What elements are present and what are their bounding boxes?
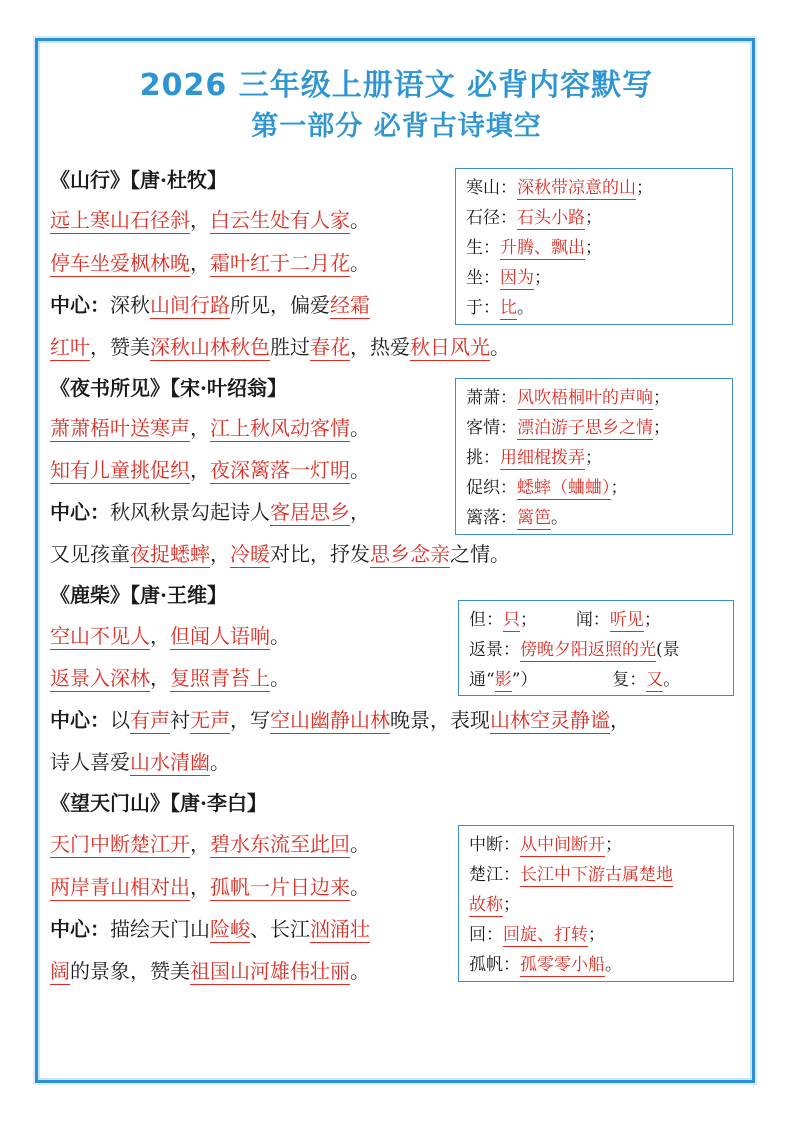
poem-title: 《山行》【唐·杜牧】 bbox=[50, 168, 227, 192]
note-box bbox=[455, 168, 733, 325]
answer: 思乡念亲 bbox=[370, 542, 450, 566]
note-meaning: 用细棍拨弄 bbox=[500, 448, 585, 468]
punct: 。 bbox=[270, 624, 290, 648]
note-row bbox=[469, 890, 723, 920]
answer: 两岸青山相对出 bbox=[50, 875, 190, 899]
center-text: ， bbox=[610, 708, 630, 732]
note-meaning: 只 bbox=[503, 610, 520, 630]
note-term: 回： bbox=[469, 925, 503, 945]
note-row bbox=[469, 950, 723, 980]
punct: 。 bbox=[350, 416, 370, 440]
note-meaning: 深秋带凉意的山 bbox=[517, 178, 636, 198]
center-line bbox=[50, 497, 370, 527]
answer: 但闻人语响 bbox=[170, 624, 270, 648]
note-row bbox=[469, 860, 723, 890]
note-term: 于： bbox=[466, 298, 500, 318]
punct: 。 bbox=[350, 458, 370, 482]
note-meaning: 石头小路 bbox=[517, 208, 585, 228]
punct: 。 bbox=[350, 875, 370, 899]
center-text: ， bbox=[210, 542, 230, 566]
note-meaning: 从中间断开 bbox=[520, 835, 605, 855]
center-text: 诗人喜爱 bbox=[50, 750, 130, 774]
note-row bbox=[469, 635, 723, 665]
center-text: ，赞美 bbox=[90, 335, 150, 359]
note-term: 寒山： bbox=[466, 178, 517, 198]
answer: 天门中断楚江开 bbox=[50, 832, 190, 856]
punct: ， bbox=[190, 458, 210, 482]
note-meaning: 傍晚夕阳返照的光 bbox=[520, 640, 656, 660]
center-label: 中心： bbox=[50, 500, 110, 524]
note-meaning: 比 bbox=[500, 298, 517, 318]
poem-title: 《夜书所见》【宋·叶绍翁】 bbox=[50, 376, 287, 400]
answer: 有声 bbox=[130, 708, 170, 732]
note-term: 客情： bbox=[466, 418, 517, 438]
answer: 山间行路 bbox=[150, 293, 230, 317]
note-term: 萧萧： bbox=[466, 388, 517, 408]
note-row bbox=[466, 203, 722, 233]
answer: 返景入深林 bbox=[50, 666, 150, 690]
punct: ； bbox=[643, 610, 661, 630]
note-row bbox=[466, 443, 722, 473]
note-row bbox=[469, 665, 723, 695]
answer: 复照青苔上 bbox=[170, 666, 270, 690]
center-text: 晚景，表现 bbox=[390, 708, 490, 732]
center-line bbox=[50, 705, 630, 735]
punct: ， bbox=[190, 416, 210, 440]
note-row bbox=[466, 233, 722, 263]
answer: 萧萧梧叶送寒声 bbox=[50, 416, 190, 440]
center-text: 胜过 bbox=[270, 335, 310, 359]
punct: 。 bbox=[517, 298, 534, 318]
answer: 碧水东流至此回 bbox=[210, 832, 350, 856]
center-line bbox=[50, 956, 370, 986]
center-text: 又见孩童 bbox=[50, 542, 130, 566]
punct: ； bbox=[585, 448, 602, 468]
note-row bbox=[466, 503, 722, 533]
note-box bbox=[455, 378, 733, 535]
punct: ， bbox=[190, 251, 210, 275]
note-box bbox=[458, 600, 734, 696]
note-text: 通“ bbox=[469, 670, 495, 690]
note-row bbox=[469, 605, 723, 635]
center-label: 中心： bbox=[50, 293, 110, 317]
punct: ； bbox=[610, 478, 628, 498]
answer: 冷暖 bbox=[230, 542, 270, 566]
note-meaning: 蟋蟀（蛐蛐） bbox=[517, 478, 611, 498]
answer: 知有儿童挑促织 bbox=[50, 458, 190, 482]
answer: 霜叶红于二月花 bbox=[210, 251, 350, 275]
note-term: 孤帆： bbox=[469, 955, 520, 975]
note-term: 复： bbox=[612, 670, 647, 690]
answer: 夜深篱落一灯明 bbox=[210, 458, 350, 482]
punct: 。 bbox=[350, 251, 370, 275]
note-term: 挑： bbox=[466, 448, 500, 468]
punct: ， bbox=[150, 666, 170, 690]
note-text: ”） bbox=[511, 670, 538, 690]
center-text: 。 bbox=[210, 750, 230, 774]
note-meaning: 漂泊游子思乡之情 bbox=[517, 418, 653, 438]
center-line bbox=[50, 914, 370, 944]
center-text: ，写 bbox=[230, 708, 270, 732]
note-term: 楚江： bbox=[469, 865, 520, 885]
note-term: 返景： bbox=[469, 640, 520, 660]
answer: 空山幽静山林 bbox=[270, 708, 390, 732]
answer: 阔 bbox=[50, 959, 70, 983]
note-row bbox=[469, 830, 723, 860]
punct: ， bbox=[190, 832, 210, 856]
center-line bbox=[50, 290, 370, 320]
note-term: 坐： bbox=[466, 268, 500, 288]
answer: 孤帆一片日边来 bbox=[210, 875, 350, 899]
note-term: 石径： bbox=[466, 208, 517, 228]
note-box bbox=[458, 825, 734, 982]
answer: 深秋山林秋色 bbox=[150, 335, 270, 359]
center-text: 。 bbox=[490, 335, 510, 359]
poem-line bbox=[50, 872, 370, 902]
poem-line bbox=[50, 829, 370, 859]
note-row bbox=[469, 920, 723, 950]
punct: 。 bbox=[551, 508, 568, 528]
answer: 汹涌壮 bbox=[310, 917, 370, 941]
note-meaning: 升腾、飘出 bbox=[500, 238, 585, 258]
punct: ； bbox=[534, 268, 551, 288]
poem-line bbox=[50, 413, 370, 443]
center-line bbox=[50, 539, 510, 569]
note-meaning: 孤零零小船 bbox=[520, 955, 605, 975]
note-term: 但： bbox=[469, 610, 503, 630]
center-line bbox=[50, 332, 510, 362]
punct: ； bbox=[585, 238, 602, 258]
poem-line bbox=[50, 663, 290, 693]
center-text: 衬 bbox=[170, 708, 190, 732]
punct: 。 bbox=[605, 955, 622, 975]
note-row bbox=[466, 263, 722, 293]
center-text: 之情。 bbox=[450, 542, 510, 566]
center-text: ，热爱 bbox=[350, 335, 410, 359]
note-row bbox=[466, 293, 722, 323]
center-line bbox=[50, 747, 230, 777]
punct: 。 bbox=[663, 670, 681, 690]
answer: 经霜 bbox=[330, 293, 370, 317]
note-term: 闻： bbox=[575, 610, 610, 630]
note-meaning: 篱笆 bbox=[517, 508, 551, 528]
note-text: (景 bbox=[656, 640, 680, 660]
note-term: 促织： bbox=[466, 478, 517, 498]
answer: 夜捉蟋蟀 bbox=[130, 542, 210, 566]
answer: 远上寒山石径斜 bbox=[50, 208, 190, 232]
punct: ； bbox=[636, 178, 653, 198]
note-meaning: 长江中下游古属楚地 bbox=[520, 865, 673, 885]
center-text: 。 bbox=[350, 959, 370, 983]
punct: 。 bbox=[270, 666, 290, 690]
answer: 山林空灵静谧 bbox=[490, 708, 610, 732]
punct: ； bbox=[653, 388, 670, 408]
note-term: 生： bbox=[466, 238, 500, 258]
note-meaning: 听见 bbox=[609, 610, 644, 630]
punct: ； bbox=[653, 418, 670, 438]
note-term: 篱落： bbox=[466, 508, 517, 528]
center-label: 中心： bbox=[50, 917, 110, 941]
answer: 客居思乡 bbox=[270, 500, 350, 524]
answer: 江上秋风动客情 bbox=[210, 416, 350, 440]
punct: 。 bbox=[350, 208, 370, 232]
note-meaning: 故称 bbox=[469, 895, 503, 915]
poem-title: 《望天门山》【唐·李白】 bbox=[50, 791, 267, 815]
center-text: 秋风秋景勾起诗人 bbox=[110, 500, 270, 524]
center-text: 所见，偏爱 bbox=[230, 293, 330, 317]
center-text: 深秋 bbox=[110, 293, 150, 317]
note-row bbox=[466, 413, 722, 443]
note-row bbox=[466, 473, 722, 503]
poem-line bbox=[50, 455, 370, 485]
punct: ， bbox=[150, 624, 170, 648]
punct: 。 bbox=[350, 832, 370, 856]
answer: 白云生处有人家 bbox=[210, 208, 350, 232]
center-text: ， bbox=[350, 500, 370, 524]
punct: ； bbox=[588, 925, 605, 945]
center-text: 描绘天门山 bbox=[110, 917, 210, 941]
note-meaning: 因为 bbox=[500, 268, 534, 288]
note-meaning: 又 bbox=[646, 670, 664, 690]
answer: 祖国山河雄伟壮丽 bbox=[190, 959, 350, 983]
punct: ； bbox=[605, 835, 622, 855]
answer: 红叶 bbox=[50, 335, 90, 359]
answer: 空山不见人 bbox=[50, 624, 150, 648]
center-text: 、长江 bbox=[250, 917, 310, 941]
center-text: 的景象，赞美 bbox=[70, 959, 190, 983]
punct: ， bbox=[190, 875, 210, 899]
punct: ； bbox=[520, 610, 537, 630]
punct: ； bbox=[503, 895, 520, 915]
page-title: 2026 三年级上册语文 必背内容默写 bbox=[139, 68, 654, 103]
center-label: 中心： bbox=[50, 708, 110, 732]
page-subtitle: 第一部分 必背古诗填空 bbox=[251, 111, 542, 142]
poem-line bbox=[50, 248, 370, 278]
note-row bbox=[466, 173, 722, 203]
answer: 秋日风光 bbox=[410, 335, 490, 359]
note-term: 中断： bbox=[469, 835, 520, 855]
center-text: 以 bbox=[110, 708, 130, 732]
note-row bbox=[466, 383, 722, 413]
answer: 险峻 bbox=[210, 917, 250, 941]
poem-line bbox=[50, 621, 290, 651]
note-meaning: 影 bbox=[494, 670, 512, 690]
answer: 停车坐爱枫林晚 bbox=[50, 251, 190, 275]
poem-line bbox=[50, 205, 370, 235]
answer: 无声 bbox=[190, 708, 230, 732]
answer: 山水清幽 bbox=[130, 750, 210, 774]
note-meaning: 风吹梧桐叶的声响 bbox=[517, 388, 653, 408]
center-text: 对比，抒发 bbox=[270, 542, 370, 566]
punct: ； bbox=[585, 208, 602, 228]
note-meaning: 回旋、打转 bbox=[503, 925, 588, 945]
answer: 春花 bbox=[310, 335, 350, 359]
punct: ， bbox=[190, 208, 210, 232]
poem-title: 《鹿柴》【唐·王维】 bbox=[50, 583, 227, 607]
